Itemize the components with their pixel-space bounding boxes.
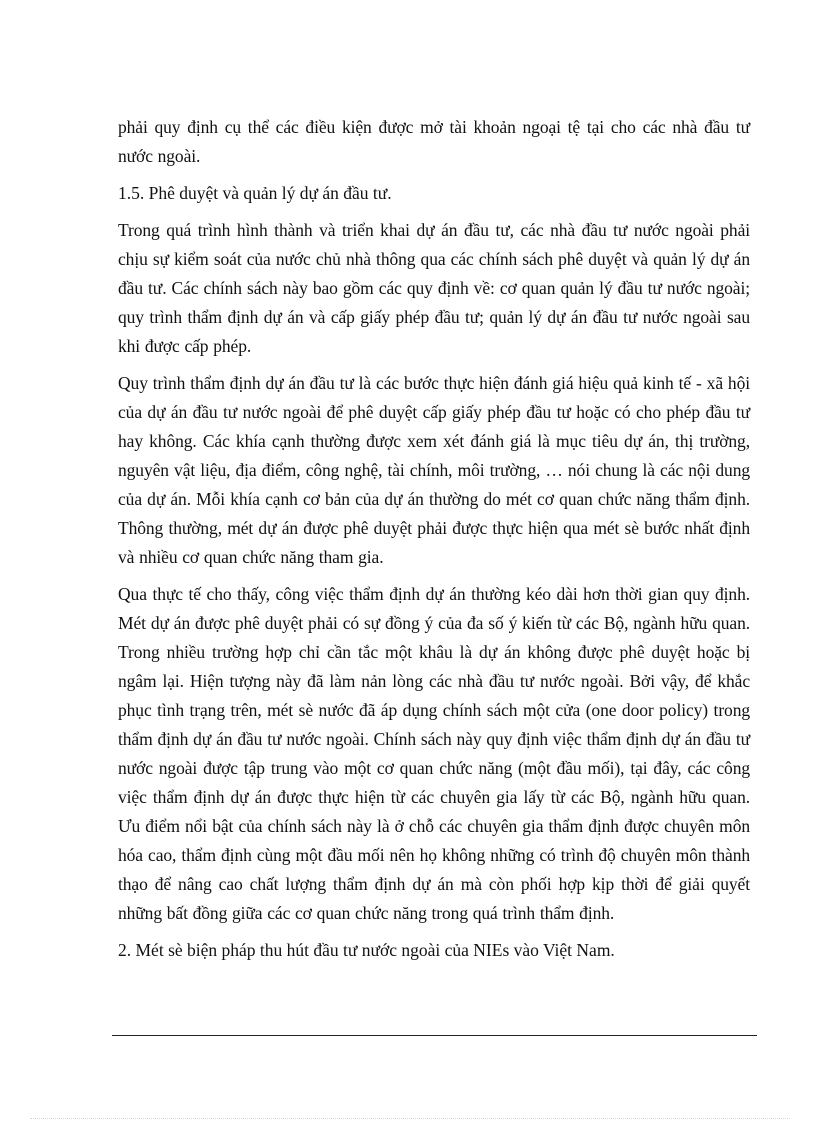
section-heading-1-5: 1.5. Phê duyệt và quản lý dự án đầu tư. (118, 183, 392, 203)
paragraph-foreign-currency-account: phải quy định cụ thể các điều kiện được mở tài khoản ngoại tệ tại cho các nhà đầu tư nước ngoài. (118, 117, 750, 166)
footer-divider (112, 1035, 757, 1036)
paragraph-project-approval-policy: Trong quá trình hình thành và triển khai dự án đầu tư, các nhà đầu tư nước ngoài phải chịu sự kiểm soát của nước chủ nhà thông qua các chính sách phê duyệt và quản lý dự án đầu tư. Các chính sách này bao gồm các quy định về: cơ quan quản lý đầu tư nước ngoài; quy trình thẩm định dự án và cấp giấy phép đầu tư; quản lý dự án đầu tư nước ngoài sau khi được cấp phép. (118, 220, 750, 356)
page-body (118, 113, 750, 973)
section-heading-2: 2. Mét sè biện pháp thu hút đầu tư nước ngoài của NIEs vào Việt Nam. (118, 940, 615, 960)
paragraph-one-door-policy: Qua thực tế cho thấy, công việc thẩm định dự án thường kéo dài hơn thời gian quy định. Mét dự án được phê duyệt phải có sự đồng ý của đa số ý kiến từ các Bộ, ngành hữu quan. Trong nhiều trường hợp chỉ cần tắc một khâu là dự án không được phê duyệt hoặc bị ngâm lại. Hiện tượng này đã làm nản lòng các nhà đầu tư nước ngoài. Bởi vậy, để khắc phục tình trạng trên, mét sè nước đã áp dụng chính sách một cửa (one door policy) trong thẩm định dự án đầu tư nước ngoài. Chính sách này quy định việc thẩm định dự án đầu tư nước ngoài được tập trung vào một cơ quan chức năng (một đầu mối), tại đây, các công việc thẩm định dự án được thực hiện từ các chuyên gia lấy từ các Bộ, ngành hữu quan. Ưu điểm nổi bật của chính sách này là ở chỗ các chuyên gia thẩm định được chuyên môn hóa cao, thẩm định cùng một đầu mối nên họ không những có trình độ chuyên môn thành thạo để nâng cao chất lượng thẩm định dự án mà còn phối hợp kịp thời để giải quyết những bất đồng giữa các cơ quan chức năng trong quá trình thẩm định. (118, 584, 750, 923)
paragraph-appraisal-process: Quy trình thẩm định dự án đầu tư là các bước thực hiện đánh giá hiệu quả kinh tế - xã hội của dự án đầu tư nước ngoài để phê duyệt cấp giấy phép đầu tư hoặc có cho phép đầu tư hay không. Các khía cạnh thường được xem xét đánh giá là mục tiêu dự án, thị trường, nguyên vật liệu, địa điểm, công nghệ, tài chính, môi trường, … nói chung là các nội dung của dự án. Mỗi khía cạnh cơ bản của dự án thường do mét cơ quan chức năng thẩm định. Thông thường, mét dự án được phê duyệt phải được thực hiện qua mét sè bước nhất định và nhiều cơ quan chức năng tham gia. (118, 373, 750, 567)
page-bottom-edge (30, 1118, 790, 1119)
